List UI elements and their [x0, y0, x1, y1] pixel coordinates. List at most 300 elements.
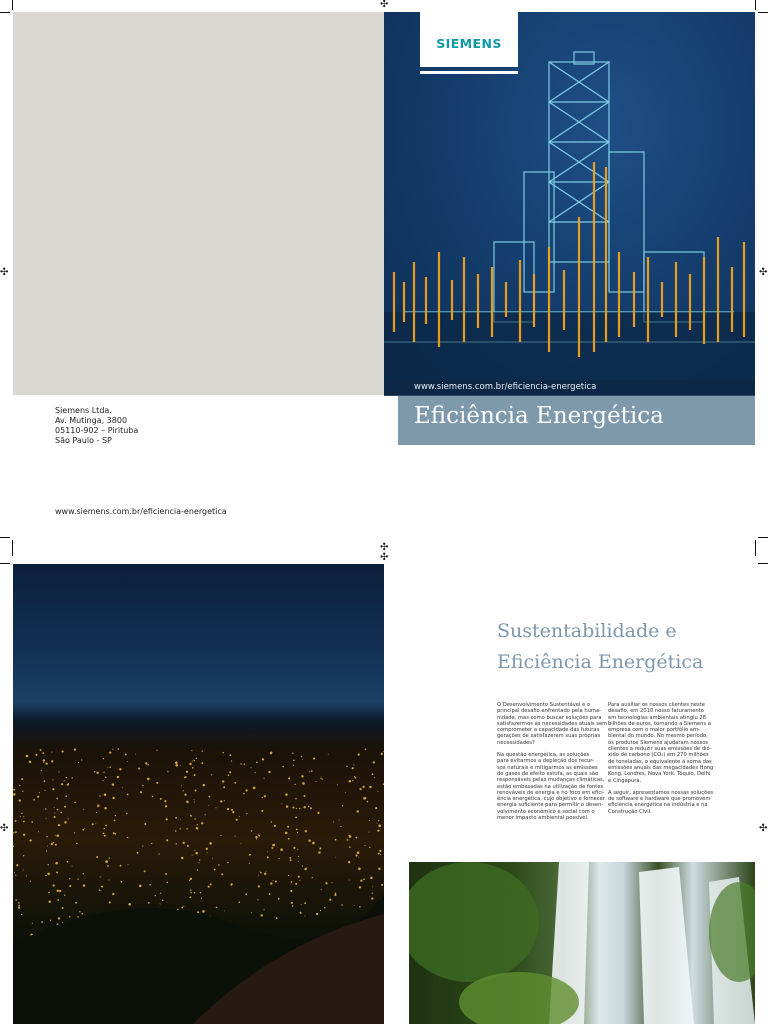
city-light: [23, 870, 24, 871]
city-light: [335, 893, 337, 895]
section-heading: [497, 616, 703, 678]
city-light: [354, 905, 355, 906]
body-line: xido de carbono (CO₂) em 270 milhões: [608, 752, 709, 759]
city-light: [121, 881, 123, 883]
crop-mark: [12, 0, 13, 10]
city-light: [377, 823, 378, 824]
city-light: [142, 785, 143, 786]
city-light: [352, 780, 353, 781]
city-light: [294, 784, 295, 785]
city-light: [19, 799, 21, 801]
city-light: [320, 778, 321, 779]
city-light: [78, 762, 79, 763]
city-light: [325, 882, 327, 884]
city-light: [378, 820, 379, 821]
city-light: [192, 767, 194, 769]
city-light: [209, 842, 212, 845]
crop-mark: [758, 563, 768, 564]
city-light: [194, 774, 196, 776]
city-light: [64, 894, 65, 895]
city-light: [321, 777, 322, 778]
body-line: de toneladas, o equivalente à soma das: [608, 758, 712, 765]
city-light: [222, 752, 224, 754]
city-light: [209, 796, 211, 798]
city-light: [61, 783, 63, 785]
city-light: [378, 853, 380, 855]
city-light: [44, 780, 46, 782]
city-light: [194, 802, 195, 803]
city-light: [64, 780, 65, 781]
city-light: [83, 884, 85, 886]
city-light: [274, 825, 276, 827]
city-light: [20, 816, 21, 817]
city-light: [355, 854, 357, 856]
city-light: [181, 857, 184, 860]
city-light: [45, 875, 46, 876]
back-cover-panel: [13, 12, 384, 395]
city-light: [347, 839, 349, 841]
city-light: [52, 779, 53, 780]
city-light: [180, 819, 181, 820]
city-light: [224, 910, 225, 911]
city-light: [140, 791, 142, 793]
city-light: [194, 892, 196, 894]
city-light: [109, 901, 111, 903]
body-line: empresa com o maior portfólio am-: [608, 727, 700, 734]
city-light: [345, 792, 346, 793]
city-light: [46, 818, 47, 819]
city-light: [296, 808, 297, 809]
city-light: [335, 857, 336, 858]
city-light: [192, 855, 193, 856]
city-light: [255, 836, 257, 838]
city-light: [358, 857, 359, 858]
city-light: [270, 882, 272, 884]
city-light: [115, 815, 116, 816]
heading-line: Eficiência Energética: [497, 651, 704, 673]
city-light: [369, 847, 370, 848]
city-light: [29, 839, 31, 841]
body-line: principal desafio enfrentado pela huma-: [497, 708, 602, 715]
city-light: [337, 784, 338, 785]
city-light: [69, 885, 71, 887]
body-line: responsáveis pelas mudanças climáticas,: [497, 777, 605, 784]
body-line: de software e hardware que promovem: [608, 796, 711, 803]
city-light: [147, 764, 149, 766]
body-line: eficiência energética na indústria e na: [608, 802, 708, 809]
city-light: [312, 842, 315, 845]
city-light: [83, 873, 84, 874]
city-light: [339, 819, 340, 820]
city-light: [287, 826, 289, 828]
city-light: [109, 857, 110, 858]
city-light: [103, 832, 105, 834]
registration-mark-icon: ✣: [380, 552, 389, 563]
city-light: [42, 752, 44, 754]
city-light: [54, 813, 55, 814]
city-light: [370, 877, 372, 879]
city-light: [41, 921, 43, 923]
city-light: [94, 771, 95, 772]
city-light: [359, 788, 361, 790]
city-light: [104, 807, 106, 809]
city-light: [181, 785, 182, 786]
address-line: Av. Mutinga, 3800: [55, 416, 128, 425]
city-light: [108, 866, 109, 867]
city-light: [18, 902, 20, 904]
city-light: [148, 902, 150, 904]
city-light: [192, 760, 193, 761]
city-light: [270, 753, 272, 755]
city-light: [249, 854, 251, 856]
city-light: [223, 786, 225, 788]
city-light: [109, 751, 111, 753]
city-light: [21, 778, 23, 780]
crop-mark: [755, 0, 756, 10]
body-line: clientes a reduzir suas emissões de dió-: [608, 746, 712, 753]
city-light: [208, 805, 209, 806]
city-light: [222, 780, 224, 782]
city-light: [126, 813, 127, 814]
city-light: [57, 809, 59, 811]
city-light: [186, 771, 188, 773]
city-light: [194, 818, 195, 819]
city-light: [267, 851, 268, 852]
city-light: [15, 875, 16, 876]
city-light: [290, 890, 292, 892]
city-light: [291, 902, 293, 904]
heading-line: Sustentabilidade e: [497, 620, 677, 642]
city-light: [43, 759, 45, 761]
city-light: [112, 783, 114, 785]
city-light: [214, 869, 216, 871]
city-light: [176, 843, 177, 844]
city-light: [342, 805, 343, 806]
logo-rule: [420, 71, 518, 74]
city-light: [104, 828, 105, 829]
city-light: [138, 767, 140, 769]
city-light: [357, 810, 359, 812]
city-light: [97, 806, 99, 808]
city-light: [264, 873, 266, 875]
city-light: [381, 753, 383, 755]
city-light: [257, 899, 258, 900]
city-light: [220, 835, 221, 836]
city-light: [41, 770, 42, 771]
city-light: [318, 851, 320, 853]
city-light: [58, 771, 59, 772]
city-light: [305, 830, 307, 832]
city-light: [244, 763, 246, 765]
city-light: [301, 775, 303, 777]
city-light: [258, 885, 260, 887]
city-light: [364, 845, 365, 846]
body-line: ência energética, cujo objetivo é fornecer: [497, 796, 606, 803]
city-light: [215, 807, 216, 808]
city-light: [206, 848, 208, 850]
city-light: [239, 901, 241, 903]
city-light: [66, 777, 67, 778]
city-light: [53, 842, 55, 844]
text-column-right: [608, 702, 718, 821]
waterfall-illustration: [409, 862, 755, 1024]
city-light: [308, 806, 310, 808]
body-paragraph: [608, 790, 718, 815]
city-light: [349, 780, 351, 782]
city-light: [64, 821, 66, 823]
city-light: [52, 788, 54, 790]
city-light: [103, 772, 104, 773]
body-line: gerações de satisfazerem suas próprias: [497, 733, 601, 740]
city-light: [374, 777, 375, 778]
city-light: [175, 817, 177, 819]
city-light: [33, 799, 35, 801]
city-light: [240, 843, 241, 844]
city-light: [187, 845, 189, 847]
city-light: [267, 856, 269, 858]
city-light: [381, 884, 383, 886]
city-light: [104, 835, 106, 837]
city-light: [201, 898, 202, 899]
registration-mark-icon: ✣: [380, 542, 389, 553]
city-light: [265, 871, 266, 872]
city-light: [353, 764, 354, 765]
registration-mark-icon: ✣: [0, 267, 9, 278]
city-light: [298, 876, 300, 878]
city-light: [127, 864, 128, 865]
city-light: [216, 907, 218, 909]
city-light: [301, 904, 302, 905]
city-light: [19, 785, 20, 786]
city-light: [378, 868, 380, 870]
body-line: necessidades?: [497, 739, 535, 746]
city-light: [280, 848, 283, 851]
city-light: [114, 820, 116, 822]
city-light: [186, 828, 187, 829]
city-light: [127, 761, 128, 762]
address-line: 05110-902 – Pirituba: [55, 426, 139, 435]
city-light: [69, 878, 70, 879]
city-light: [357, 851, 360, 854]
city-light: [103, 758, 104, 759]
city-light: [321, 889, 322, 890]
city-light: [264, 778, 265, 779]
city-light: [151, 843, 152, 844]
night-city-photo: [13, 564, 384, 1024]
registration-mark-icon: ✣: [759, 823, 768, 834]
city-light: [371, 773, 373, 775]
city-light: [359, 886, 361, 888]
city-light: [165, 873, 167, 875]
city-light: [175, 762, 178, 765]
city-light: [60, 812, 62, 814]
city-light: [128, 903, 131, 906]
city-light: [383, 751, 384, 752]
city-light: [21, 914, 22, 915]
city-light: [160, 903, 161, 904]
city-light: [81, 759, 82, 760]
city-light: [139, 885, 142, 888]
city-light: [13, 789, 15, 791]
city-light: [69, 916, 71, 918]
city-light: [304, 868, 306, 870]
city-light: [211, 774, 212, 775]
city-light: [74, 832, 75, 833]
city-light: [160, 798, 162, 800]
city-light: [332, 882, 333, 883]
city-light: [99, 889, 100, 890]
city-light: [297, 832, 298, 833]
city-light: [245, 893, 247, 895]
city-light: [175, 764, 178, 767]
city-light: [14, 872, 15, 873]
city-light: [32, 923, 33, 924]
city-light: [183, 842, 185, 844]
city-light: [231, 809, 233, 811]
city-light: [220, 800, 222, 802]
city-light: [278, 898, 280, 900]
city-light: [288, 838, 290, 840]
city-light: [281, 803, 282, 804]
city-light: [258, 834, 259, 835]
city-light: [92, 823, 94, 825]
city-light: [369, 820, 370, 821]
city-light: [145, 762, 147, 764]
city-light: [15, 820, 17, 822]
city-light: [271, 821, 272, 822]
city-light: [35, 754, 37, 756]
city-light: [160, 892, 161, 893]
city-light: [251, 767, 252, 768]
city-light: [358, 868, 361, 871]
body-line: renováveis de energia e no foco em efici-: [497, 789, 605, 796]
city-light: [26, 875, 27, 876]
city-light: [273, 880, 274, 881]
city-light: [37, 796, 39, 798]
city-light: [377, 829, 379, 831]
city-light: [183, 790, 184, 791]
city-light: [212, 858, 213, 859]
city-light: [328, 754, 329, 755]
city-light: [15, 831, 17, 833]
city-light: [107, 767, 108, 768]
city-light: [298, 856, 299, 857]
city-light: [57, 834, 60, 837]
body-line: em tecnologias ambientais atingiu 28: [608, 714, 706, 721]
text-column-left: [497, 702, 608, 827]
city-light: [304, 795, 306, 797]
city-light: [365, 749, 366, 750]
city-light: [119, 768, 121, 770]
city-light: [101, 886, 103, 888]
company-address: [55, 406, 138, 446]
city-light: [359, 906, 361, 908]
crop-mark: [12, 540, 13, 556]
city-light: [46, 836, 47, 837]
city-light: [51, 760, 53, 762]
body-line: A seguir, apresentamos nossas soluções: [608, 789, 714, 796]
city-light: [22, 791, 23, 792]
city-light: [372, 886, 373, 887]
city-light: [275, 880, 277, 882]
city-light: [74, 748, 76, 750]
body-line: emissões anuais das megacidades Hong: [608, 764, 714, 771]
registration-mark-icon: ✣: [380, 0, 389, 10]
city-light: [195, 790, 197, 792]
city-light: [54, 807, 55, 808]
city-light: [377, 791, 378, 792]
city-light: [55, 862, 58, 865]
cover-image: [384, 12, 755, 395]
city-light: [112, 797, 114, 799]
city-light: [96, 812, 97, 813]
city-light: [329, 899, 331, 901]
city-light: [303, 806, 305, 808]
body-line: Para auxiliar os nossos clientes neste: [608, 702, 705, 708]
city-light: [299, 808, 300, 809]
city-light: [249, 863, 250, 864]
city-light: [63, 781, 64, 782]
city-light: [180, 828, 181, 829]
city-light: [50, 920, 51, 921]
city-light: [383, 783, 384, 785]
city-light: [100, 890, 101, 891]
city-light: [308, 840, 310, 842]
city-light: [243, 793, 245, 795]
waterfall-photo: [409, 862, 755, 1024]
city-light: [189, 763, 191, 765]
city-light: [310, 807, 312, 809]
city-light: [319, 847, 321, 849]
city-light: [362, 786, 364, 788]
city-light: [234, 782, 236, 784]
city-light: [299, 880, 300, 881]
city-light: [144, 823, 146, 825]
city-light: [55, 844, 57, 846]
city-light: [112, 893, 114, 895]
city-light: [262, 758, 264, 760]
city-light: [313, 758, 315, 760]
city-light: [62, 750, 64, 752]
city-light: [100, 877, 101, 878]
city-light: [72, 866, 73, 867]
city-light: [30, 881, 31, 882]
city-light: [190, 889, 191, 890]
city-light: [292, 752, 293, 753]
city-light: [231, 885, 232, 886]
body-line: desafio, em 2010 nosso faturamento: [608, 708, 704, 715]
city-light: [293, 765, 294, 766]
city-light: [26, 755, 29, 758]
city-light: [120, 865, 122, 867]
city-light: [271, 847, 273, 849]
city-light: [142, 845, 143, 846]
address-line: Siemens Ltda.: [55, 406, 112, 415]
city-light: [302, 865, 303, 866]
city-light: [300, 913, 301, 914]
city-light: [292, 807, 294, 809]
city-light: [74, 801, 76, 803]
body-paragraph: [608, 702, 718, 784]
body-line: estão embasadas na utilização de fontes: [497, 783, 604, 790]
city-light: [51, 752, 52, 753]
city-light: [76, 843, 78, 845]
city-light: [322, 779, 323, 780]
city-light: [295, 817, 297, 819]
body-line: Kong, Londres, Nova York, Tóquio, Delhi: [608, 771, 711, 778]
city-light: [232, 811, 234, 813]
city-light: [379, 850, 381, 852]
